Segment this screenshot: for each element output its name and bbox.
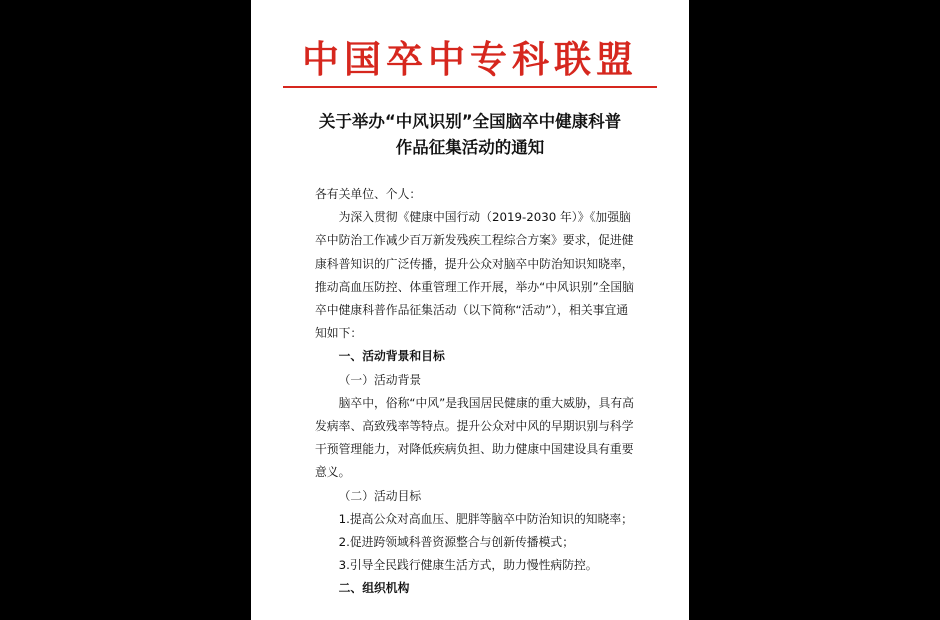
document-page[interactable]: [251, 0, 689, 620]
sub2-heading: （二）活动目标: [338, 488, 422, 503]
notice-body: [315, 183, 637, 601]
sub1-heading: （一）活动背景: [338, 372, 422, 387]
goal-item-1: 1.提高公众对高血压、肥胖等脑卒中防治知识的知晓率；: [338, 511, 633, 526]
org-letterhead-title: 中国卒中专科联盟: [302, 37, 638, 81]
goal-item-2: 2.促进跨领域科普资源整合与创新传播模式；: [338, 535, 574, 550]
section2-heading: 二、组织机构: [338, 581, 410, 596]
notice-title: [281, 109, 659, 161]
notice-title-line1: 关于举办“中风识别”全国脑卒中健康科普: [318, 112, 622, 131]
notice-title-line2: 作品征集活动的通知: [395, 138, 545, 157]
salutation: 各有关单位、个人：: [315, 187, 422, 201]
goal-item-3: 3.引导全民践行健康生活方式，助力慢性病防控。: [338, 558, 598, 573]
letterhead-red-rule: [283, 86, 657, 88]
sub1-body: 脑卒中，俗称“中风”是我国居民健康的重大威胁，具有高发病率、高致残率等特点。提升公众对中风的早期识别与科学干预管理能力，对降低疾病负担、助力健康中国建设具有重要意义。: [315, 395, 634, 480]
section1-heading: 一、活动背景和目标: [338, 349, 445, 364]
intro-paragraph: 为深入贯彻《健康中国行动（2019-2030 年）》《加强脑卒中防治工作减少百万新发残疾工程综合方案》要求，促进健康科普知识的广泛传播，提升公众对脑卒中防治知识知晓率，推动高血压防控、体重管理工作开展，举办“中风识别”全国脑卒中健康科普作品征集活动（以下简称“活动”），相关事宜通知如下：: [315, 210, 634, 341]
